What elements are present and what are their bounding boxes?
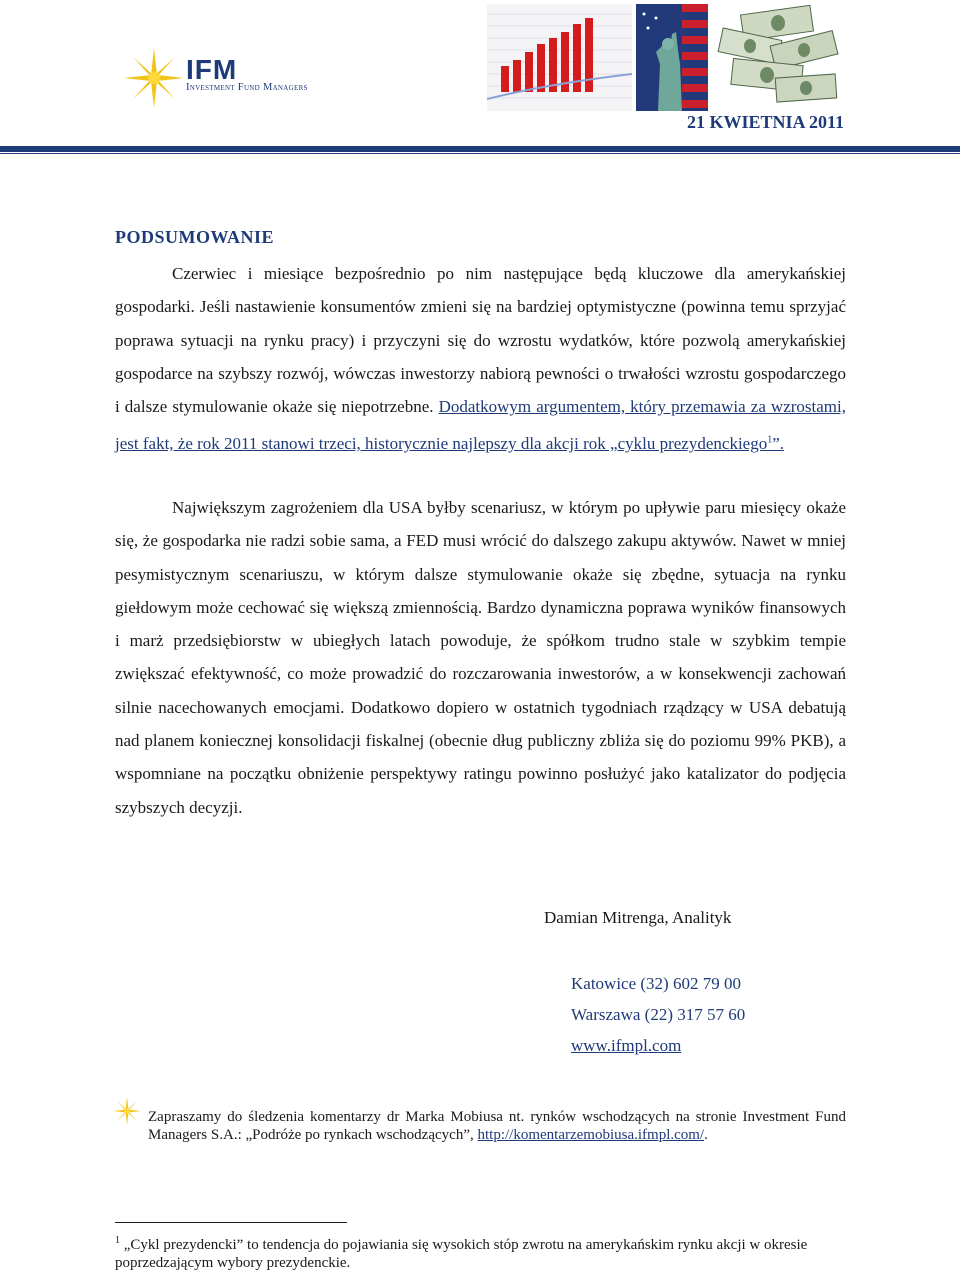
contact-katowice: Katowice (32) 602 79 00 [571, 974, 741, 993]
contact-warszawa: Warszawa (22) 317 57 60 [571, 1005, 746, 1024]
report-date: 21 KWIETNIA 2011 [686, 112, 844, 132]
summary-paragraph-2: Największym zagrożeniem dla USA byłby scenariusz, w którym po upływie paru miesięcy okaże się, że gospodarka nie radzi sobie sama, a FED musi wrócić do dalszego zakupu aktywów. Nawet w mniej pesymistycznym scenariuszu, w którym dalsze stymulowanie okaże się zbędne, sytuacja na rynku giełdowym może cechować się większą zmiennością. Bardzo dynamiczna poprawa wyników finansowych i marż przedsiębiorstw w ubiegłych latach powoduje, że spółkom trudno stale w szybkim tempie zwiększać efektywność, co może prowadzić do rozczarowania inwestorów, a w konsekwencji zachowań silnie nacechowanych emocjami. Dodatkowo dopiero w ostatnich tygodniach rządzący w USA debatują nad planem koniecznej konsolidacji fiskalnej (obecnie dług publiczny zbliża się do poziomu 99% PKB), a wspomniane na początku obniżenie perspektywy ratingu powinno posłużyć jako katalizator do podjęcia szybszych decyzji. [115, 498, 846, 817]
summary-paragraph-1 [115, 257, 846, 460]
presidential-cycle-text: Dodatkowym argumentem, który przemawia za wzrostami, jest fakt, że rok 2011 stanowi trzeci, historycznie najlepszy dla akcji rok „cyklu prezydenckiego [115, 397, 847, 454]
footnote-number: 1 [115, 1235, 120, 1246]
star-icon [124, 48, 184, 108]
logo-subtitle: Investment Fund Managers [186, 82, 308, 93]
website-link[interactable]: www.ifmpl.com [571, 1036, 682, 1055]
stock-chart-image [487, 4, 632, 111]
dollar-bills-image [712, 4, 842, 111]
paragraph-1-text: Czerwiec i miesiące bezpośrednio po nim następujące będą kluczowe dla amerykańskiej gospodarki. Jeśli nastawienie konsumentów zmieni się na bardziej optymistyczne (powinna temu sprzyjać poprawa sytuacji na rynku pracy) i przyczyni się do wzrostu wydatków, które pozwolą amerykańskiej gospodarce na szybszy rozwój, wówczas inwestorzy nabiorą pewności o trwałości wzrostu gospodarczego i dalsze stymulowanie okaże się niepotrzebne. [115, 264, 846, 417]
mobius-blog-link[interactable]: http://komentarzemobiusa.ifmpl.com/ [477, 1127, 705, 1143]
invitation-text: Zapraszamy do śledzenia komentarzy dr Marka Mobiusa nt. rynków wschodzących na stronie Investment Fund Managers S.A.: „Podróże po rynkach wschodzących”, [148, 1109, 846, 1143]
section-title: PODSUMOWANIE [115, 227, 275, 247]
footnote-text: „Cykl prezydencki” to tendencja do pojawiania się wysokich stóp zwrotu na amerykańskim rynku akcji w okresie poprzedzającym wybory prezydenckie. [115, 1237, 808, 1271]
paragraph-1-end: ”. [772, 434, 785, 454]
star-icon [113, 1097, 141, 1125]
statue-of-liberty-flag-image [636, 4, 708, 111]
header-divider-thin [0, 153, 960, 154]
ifm-logo [124, 48, 339, 108]
invitation-end: . [704, 1127, 708, 1143]
mobius-invitation [148, 1108, 846, 1144]
author-signature: Damian Mitrenga, Analityk [544, 908, 732, 927]
logo-brand: IFM [186, 54, 238, 85]
footnote-reference[interactable]: 1 [767, 434, 773, 446]
footnote-divider [115, 1222, 347, 1223]
footnote [115, 1232, 835, 1272]
header-divider [0, 146, 960, 152]
